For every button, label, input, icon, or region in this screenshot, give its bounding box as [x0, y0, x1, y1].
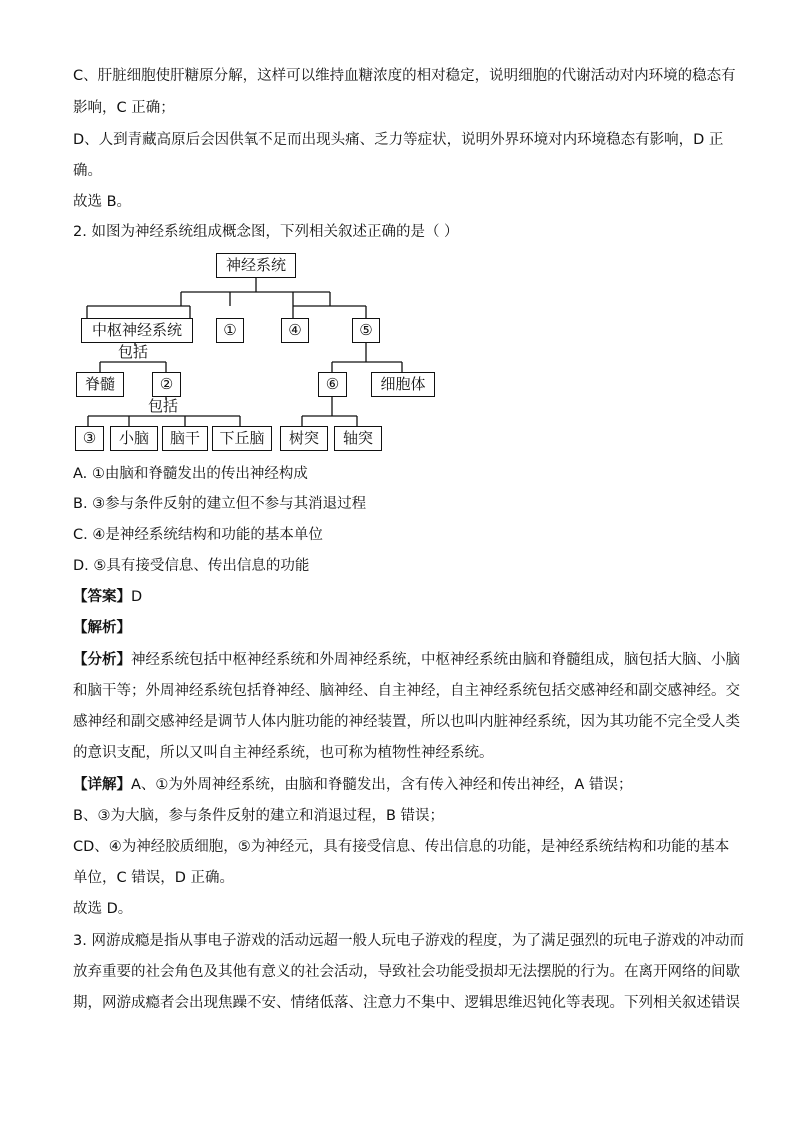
node-central-nervous-system: 中枢神经系统 — [81, 318, 193, 343]
option-c: C. ④是神经系统结构和功能的基本单位 — [73, 527, 323, 543]
label-includes-1: 包括 — [118, 343, 149, 361]
node-5: ⑤ — [352, 318, 380, 343]
node-nervous-system: 神经系统 — [216, 253, 296, 278]
node-1: ① — [216, 318, 244, 343]
question-3-line2: 放弃重要的社会角色及其他有意义的社会活动，导致社会功能受损却无法摆脱的行为。在离开网络的间歇 — [73, 964, 740, 980]
option-d-explanation-line2: 确。 — [73, 163, 102, 179]
node-axon: 轴突 — [334, 426, 382, 451]
node-6: ⑥ — [318, 372, 347, 397]
question-3-line1: 3. 网游成瘾是指从事电子游戏的活动远超一般人玩电子游戏的程度，为了满足强烈的玩电子游戏的冲动而 — [73, 933, 744, 949]
option-c-explanation-line2: 影响，C 正确； — [73, 100, 175, 116]
node-4: ④ — [281, 318, 309, 343]
q2-conclusion: 故选 D。 — [73, 901, 133, 917]
fenxi-text-1: 神经系统包括中枢神经系统和外周神经系统，中枢神经系统由脑和脊髓组成，脑包括大脑、小脑 — [131, 652, 740, 668]
fenxi-line2: 和脑干等；外周神经系统包括脊神经、脑神经、自主神经，自主神经系统包括交感神经和副交感神经。交 — [73, 683, 740, 699]
node-cell-body: 细胞体 — [371, 372, 435, 397]
xiangjie-line2: B、③为大脑，参与条件反射的建立和消退过程，B 错误； — [73, 808, 445, 824]
xiangjie-text-1: A、①为外周神经系统，由脑和脊髓发出，含有传入神经和传出神经，A 错误； — [131, 777, 633, 793]
option-d: D. ⑤具有接受信息、传出信息的功能 — [73, 558, 310, 574]
answer-tag: 【答案】 — [73, 589, 131, 605]
option-a: A. ①由脑和脊髓发出的传出神经构成 — [73, 466, 308, 482]
fenxi-line1 — [73, 650, 740, 670]
prev-conclusion: 故选 B。 — [73, 194, 132, 210]
xiangjie-line1 — [73, 775, 632, 795]
xiangjie-line3: CD、④为神经胶质细胞，⑤为神经元，具有接受信息、传出信息的功能，是神经系统结构和功能的基本 — [73, 839, 730, 855]
xiangjie-line4: 单位，C 错误，D 正确。 — [73, 870, 235, 886]
node-3: ③ — [75, 426, 104, 451]
node-dendrite: 树突 — [280, 426, 328, 451]
node-cerebellum: 小脑 — [110, 426, 158, 451]
fenxi-line3: 感神经和副交感神经是调节人体内脏功能的神经装置，所以也叫内脏神经系统，因为其功能不完全受人类 — [73, 714, 740, 730]
node-brainstem: 脑干 — [162, 426, 208, 451]
label-includes-2: 包括 — [148, 397, 179, 415]
nervous-system-concept-diagram — [0, 0, 794, 470]
question-2-stem: 2. 如图为神经系统组成概念图，下列相关叙述正确的是（ ） — [73, 224, 459, 240]
node-2: ② — [152, 372, 181, 397]
option-c-explanation-line1: C、肝脏细胞使肝糖原分解，这样可以维持血糖浓度的相对稳定，说明细胞的代谢活动对内环境的稳态有 — [73, 68, 736, 84]
answer-line — [73, 587, 142, 607]
fenxi-tag: 【分析】 — [73, 652, 131, 668]
diagram-connectors — [0, 0, 794, 470]
answer-value: D — [131, 589, 143, 605]
option-b: B. ③参与条件反射的建立但不参与其消退过程 — [73, 496, 367, 512]
node-hypothalamus: 下丘脑 — [212, 426, 272, 451]
question-3-line3: 期，网游成瘾者会出现焦躁不安、情绪低落、注意力不集中、逻辑思维迟钝化等表现。下列相关叙述错误 — [73, 995, 740, 1011]
analysis-tag: 【解析】 — [73, 620, 131, 636]
fenxi-line4: 的意识支配，所以又叫自主神经系统，也可称为植物性神经系统。 — [73, 745, 494, 761]
xiangjie-tag: 【详解】 — [73, 777, 131, 793]
option-d-explanation-line1: D、人到青藏高原后会因供氧不足而出现头痛、乏力等症状，说明外界环境对内环境稳态有影响，D 正 — [73, 132, 724, 148]
node-spinal-cord: 脊髓 — [76, 372, 124, 397]
